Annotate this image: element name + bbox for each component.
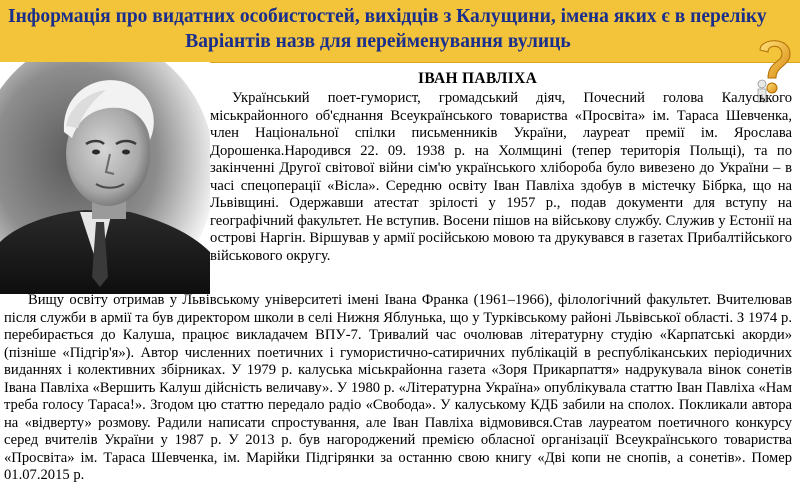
person-name: ІВАН ПАВЛІХА [418,70,538,87]
portrait-photo [0,62,210,294]
page-title-line-2: Варіантів назв для перейменування вулиць [185,31,571,52]
biography-body-paragraph: Вищу освіту отримав у Львівському університеті імені Івана Франка (1961–1966), філологічний факультет. Вчителював після служби в армії та був директором школи в селі Нижня Яблунька, що у Турківському районі Львівської області. З 1974 р. перебирається до Калуша, працює викладачем ВПУ-7. Тривалий час очолював літературну студію «Карпатські акорди» (пізніше «Підгір'я»). Автор численних поетичних і гумористично-сатиричних публікацій в республіканських періодичних виданнях і колективних збірниках. У 1979 р. калуська міськрайонна газета «Зоря Прикарпаття» надрукувала вінок сонетів Івана Павліха «Вершить Калуш дійсність величаву». У 1980 р. «Літературна Україна» опублікувала статтю Іван Павліха «Нам треба голосу Тараса!». Згодом цю статтю передало радіо «Свобода». У калуському КДБ забили на сполох. Покликали автора на «відверту» розмову. Радили написати спростування, але Іван Павліха відмовився.Став лауреатом поетичного конкурсу серед вчителів України у 1987 р. У 2013 р. був нагороджений премією обласної організації Всеукраїнського товариства «Просвіта» ім. Тараса Шевченка, ім. Марійки Підгірянки за останню свою книгу «Дві копи не снопів, а сонетів». Помер 01.07.2015 р. [4,292,792,483]
header-banner [0,0,800,63]
biography-lead-paragraph: Український поет-гуморист, громадський діяч, Почесний голова Калуського міськрайонного об'єднання Всеукраїнського товариства «Просвіта» ім. Тараса Шевченка, член Національної спілки письменників України, лауреат премії ім. Ярослава Дорошенка.Народився 22. 09. 1938 р. на Холмщині (тепер територія Польщі), та по закінченні Другої світової війни сім'ю українського хлібороба було вивезено до України – в часі спецоперації «Вісла». Середню освіту Іван Павліха здобув в містечку Бібрка, що на Львівщині. Одержавши атестат зрілості у 1957 р., подав документи для вступу на географічний факультет. Не вступив. Восени пішов на військову службу. Служив у Естонії на острові Наргін. Віршував у армії російською мовою та друкувався в газетах Прибалтійського військового округу. [210,90,792,264]
page-title [8,4,767,54]
page-title-line-1: Інформація про видатних особистостей, вихідців з Калущини, імена яких є в переліку [8,6,767,27]
